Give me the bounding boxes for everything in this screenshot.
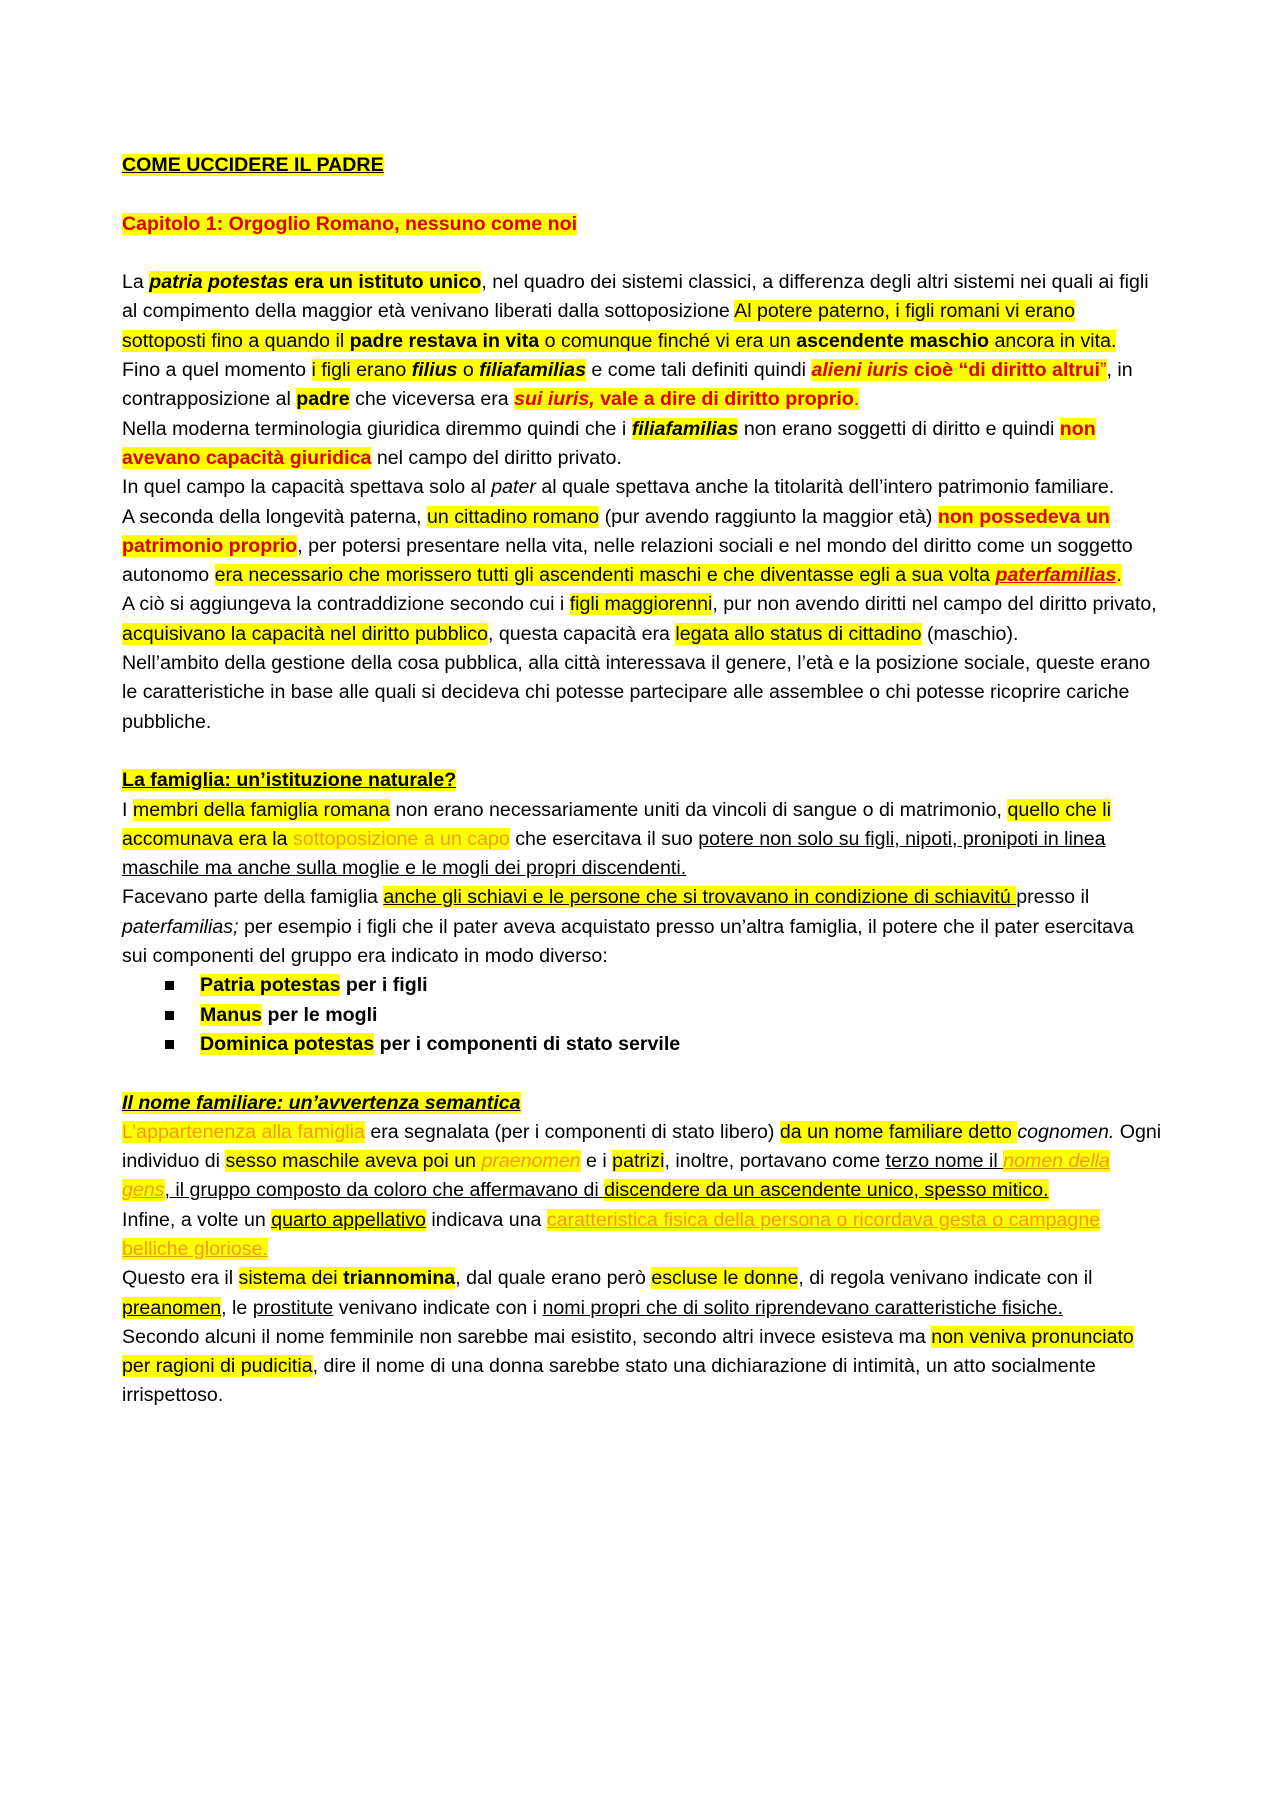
paragraph-schiavi: Facevano parte della famiglia anche gli schiavi e le persone che si trovavano in condizione di schiavitú presso il paterfamilias; per esempio i figli che il pater aveva acquistato presso un’altra famiglia, il potere che il pater esercitava sui componenti del gruppo era indicato in modo diverso: — [122, 886, 1134, 968]
paragraph-pater: In quel campo la capacità spettava solo al pater al quale spettava anche la titolarità dell’intero patrimonio familiare. — [122, 476, 1115, 499]
document-body — [122, 151, 1162, 1411]
section-heading-famiglia: La famiglia: un’istituzione naturale? — [122, 769, 457, 792]
blank-line — [122, 180, 1162, 209]
paragraph-membri-famiglia: I membri della famiglia romana non erano necessariamente uniti da vincoli di sangue o di matrimonio, quello che li accomunava era la sottoposizione a un capo che esercitava il suo potere non solo su figli, nipoti, pronipoti in linea maschile ma anche sulla moglie e le mogli dei propri discendenti. — [122, 798, 1111, 880]
square-bullet-icon — [165, 1040, 174, 1049]
square-bullet-icon — [165, 981, 174, 990]
section-heading-nome: Il nome familiare: un’avvertenza semantica — [122, 1091, 521, 1114]
paragraph-terminologia: Nella moderna terminologia giuridica diremmo quindi che i filiafamilias non erano soggetti di diritto e quindi non avevano capacità giuridica nel campo del diritto privato. — [122, 417, 1096, 469]
list-item: Dominica potestas per i componenti di stato servile — [122, 1030, 1162, 1059]
blank-line — [122, 239, 1162, 268]
chapter-heading: Capitolo 1: Orgoglio Romano, nessuno come noi — [122, 212, 578, 235]
paragraph-triannomina: Questo era il sistema dei triannomina, dal quale erano però escluse le donne, di regola venivano indicate con il preanomen, le prostitute venivano indicate con i nomi propri che di solito riprendevano caratteristiche fisiche. — [122, 1267, 1093, 1319]
paragraph-diritto-pubblico: A ciò si aggiungeva la contraddizione secondo cui i figli maggiorenni, pur non avendo diritti nel campo del diritto privato, acquisivano la capacità nel diritto pubblico, questa capacità era legata allo status di cittadino (maschio). — [122, 593, 1157, 645]
blank-line — [122, 737, 1162, 766]
square-bullet-icon — [165, 1011, 174, 1020]
blank-line — [122, 1059, 1162, 1088]
paragraph-cosa-pubblica: Nell’ambito della gestione della cosa pubblica, alla città interessava il genere, l’età e la posizione sociale, queste erano le caratteristiche in base alle quali si decideva chi potesse partecipare alle assemblee o chi potesse ricoprire cariche pubbliche. — [122, 652, 1151, 733]
paragraph-patria-potestas: La patria potestas era un istituto unico, nel quadro dei sistemi classici, a differenza degli altri sistemi nei quali ai figli al compimento della maggior età venivano liberati dalla sottoposizione Al potere paterno, i figli romani vi erano sottoposti fino a quando il padre restava in vita o comunque finché vi era un ascendente maschio ancora in vita. — [122, 271, 1149, 352]
list-item: Manus per le mogli — [122, 1001, 1162, 1030]
paragraph-quarto-appellativo: Infine, a volte un quarto appellativo indicava una caratteristica fisica della persona o ricordava gesta o campagne belliche gloriose. — [122, 1208, 1101, 1260]
potestas-list — [122, 971, 1162, 1059]
paragraph-longevita: A seconda della longevità paterna, un cittadino romano (pur avendo raggiunto la maggior età) non possedeva un patrimonio proprio, per potersi presentare nella vita, nelle relazioni sociali e nel mondo del diritto come un soggetto autonomo era necessario che morissero tutti gli ascendenti maschi e che diventasse egli a sua volta paterfamilias. — [122, 505, 1133, 587]
document-title: COME UCCIDERE IL PADRE — [122, 154, 384, 176]
paragraph-nome-femminile: Secondo alcuni il nome femminile non sarebbe mai esistito, secondo altri invece esisteva ma non veniva pronunciato per ragioni di pudicitia, dire il nome di una donna sarebbe stato una dichiarazione di intimità, un atto socialmente irrispettoso. — [122, 1325, 1134, 1407]
list-item: Patria potestas per i figli — [122, 971, 1162, 1000]
paragraph-alieni-iuris: Fino a quel momento i figli erano filius o filiafamilias e come tali definiti quindi alieni iuris cioè “di diritto altrui”, in contrapposizione al padre che viceversa era sui iuris, vale a dire di diritto proprio. — [122, 359, 1133, 411]
paragraph-cognomen: L’appartenenza alla famiglia era segnalata (per i componenti di stato libero) da un nome familiare detto cognomen. Ogni individuo di sesso maschile aveva poi un praenomen e i patrizi, inoltre, portavano come terzo nome il nomen della gens, il gruppo composto da coloro che affermavano di discendere da un ascendente unico, spesso mitico. — [122, 1120, 1162, 1202]
